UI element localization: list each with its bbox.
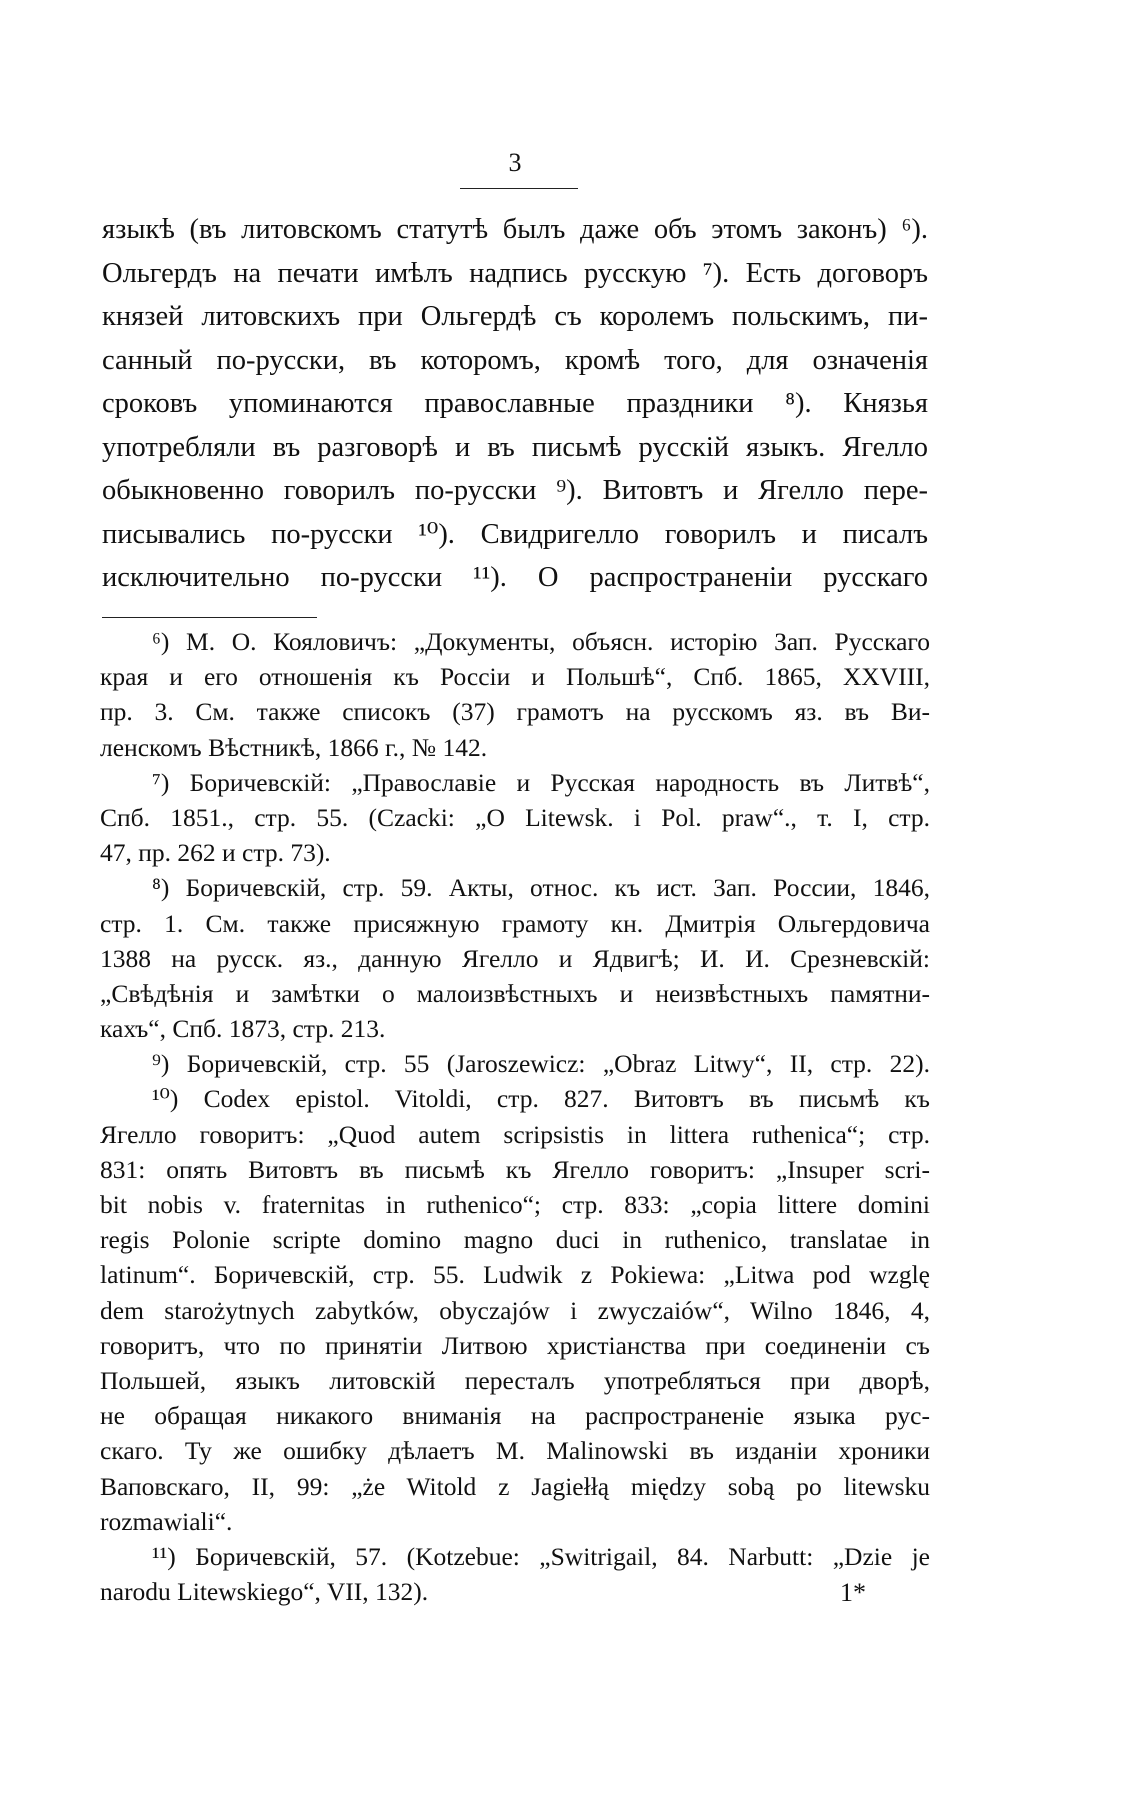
- footnote-line: Ягелло говоритъ: „Quod autem scripsistis in littera ruthenica“; стр.: [100, 1119, 930, 1149]
- footnote-line: latinum“. Боричевскій, стр. 55. Ludwik z Pokiewa: „Litwa pod wzglę: [100, 1260, 930, 1290]
- footnote-line: стр. 1. См. также присяжную грамоту кн. Дмитрія Ольгердовича: [100, 908, 930, 938]
- footnote-6: [100, 624, 930, 765]
- footnote-line: ¹⁰) Codex epistol. Vitoldi, стр. 827. Витовтъ въ письмѣ къ: [152, 1084, 930, 1114]
- main-text-line: сроковъ упоминаются православные праздники ⁸). Князья: [102, 388, 928, 419]
- footnote-line: Ваповскаго, II, 99: „że Witold z Jagiełłą między sobą po litewsku: [100, 1471, 930, 1501]
- footnote-line: пр. 3. См. также списокъ (37) грамотъ на русскомъ яз. въ Ви-: [100, 697, 930, 727]
- main-text-line: писывались по-русски ¹⁰). Свидригелло говорилъ и писалъ: [102, 518, 928, 550]
- footnote-11: [100, 1539, 930, 1609]
- footnote-line: не обращая никакого вниманія на распространеніе языка рус-: [100, 1401, 930, 1431]
- footnote-line: narodu Litewskiego“, VII, 132).: [100, 1577, 429, 1607]
- footnote-line: говоритъ, что по принятіи Литвою христіанства при соединеніи съ: [100, 1330, 930, 1360]
- footnote-line: dem starożytnych zabytków, obyczajów i zwyczaiów“, Wilno 1846, 4,: [100, 1295, 930, 1325]
- footnote-line: ⁷) Боричевскій: „Православіе и Русская народность въ Литвѣ“,: [152, 767, 930, 797]
- footnote-rule: [102, 617, 317, 618]
- page-number: 3: [508, 148, 522, 177]
- footnote-8: [100, 870, 930, 1046]
- main-text-line: языкѣ (въ литовскомъ статутѣ былъ даже объ этомъ законъ) ⁶).: [102, 214, 928, 245]
- footnote-10: [100, 1081, 930, 1538]
- footnote-line: ⁹) Боричевскій, стр. 55 (Jaroszewicz: „Obraz Litwy“, II, стр. 22).: [152, 1049, 930, 1079]
- footnote-line: rozmawiali“.: [100, 1506, 233, 1536]
- footnote-line: „Свѣдѣнія и замѣтки о малоизвѣстныхъ и неизвѣстныхъ памятни-: [100, 978, 930, 1008]
- main-text-line: обыкновенно говорилъ по-русски ⁹). Витовтъ и Ягелло пере-: [102, 475, 928, 506]
- main-text-line: князей литовскихъ при Ольгердѣ съ королемъ польскимъ, пи-: [102, 301, 928, 332]
- footnote-line: regis Polonie scripte domino magno duci in ruthenico, translatae in: [100, 1225, 930, 1255]
- footnote-line: bit nobis v. fraternitas in ruthenico“; стр. 833: „copia littere domini: [100, 1190, 930, 1219]
- footnote-line: 831: опять Витовтъ въ письмѣ къ Ягелло говоритъ: „Insuper scri-: [100, 1154, 930, 1184]
- footnote-line: Спб. 1851., стр. 55. (Czacki: „O Litewsk. i Pol. praw“., т. I, стр.: [100, 802, 930, 832]
- main-text-line: Ольгердъ на печати имѣлъ надпись русскую ⁷). Есть договоръ: [102, 257, 928, 289]
- footnote-line: Польшей, языкъ литовскій пересталъ употребляться при дворѣ,: [100, 1365, 930, 1395]
- printer-signature-mark: 1*: [840, 1578, 866, 1607]
- main-text-line: исключительно по-русски ¹¹). О распространеніи русскаго: [102, 562, 928, 593]
- header-rule: [460, 188, 578, 189]
- footnote-line: 1388 на русск. яз., данную Ягелло и Ядвигѣ; И. И. Срезневскій:: [100, 943, 930, 973]
- footnote-line: 47, пр. 262 и стр. 73).: [100, 838, 331, 868]
- footnote-line: ⁸) Боричевскій, стр. 59. Акты, относ. къ ист. Зап. России, 1846,: [152, 873, 930, 903]
- footnote-line: ленскомъ Вѣстникѣ, 1866 г., № 142.: [100, 732, 488, 762]
- footnote-9: [100, 1046, 930, 1081]
- main-text-line: санный по-русски, въ которомъ, кромѣ того, для означенія: [102, 344, 928, 376]
- footnote-line: края и его отношенія къ Россіи и Польшѣ“, Спб. 1865, XXVIII,: [100, 662, 930, 692]
- footnote-line: скаго. Ту же ошибку дѣлаетъ M. Malinowski въ изданіи хроники: [100, 1436, 930, 1466]
- footnote-line: ¹¹) Боричевскій, 57. (Kotzebue: „Switrigail, 84. Narbutt: „Dzie je: [152, 1541, 930, 1571]
- main-text-line: употребляли въ разговорѣ и въ письмѣ русскій языкъ. Ягелло: [102, 431, 928, 463]
- footnote-line: кахъ“, Спб. 1873, стр. 213.: [100, 1014, 386, 1044]
- footnote-7: [100, 765, 930, 871]
- footnotes: [100, 624, 930, 1609]
- main-text: [102, 208, 928, 600]
- footnote-line: ⁶) М. О. Кояловичъ: „Документы, объясн. исторію Зап. Русскаго: [152, 627, 930, 656]
